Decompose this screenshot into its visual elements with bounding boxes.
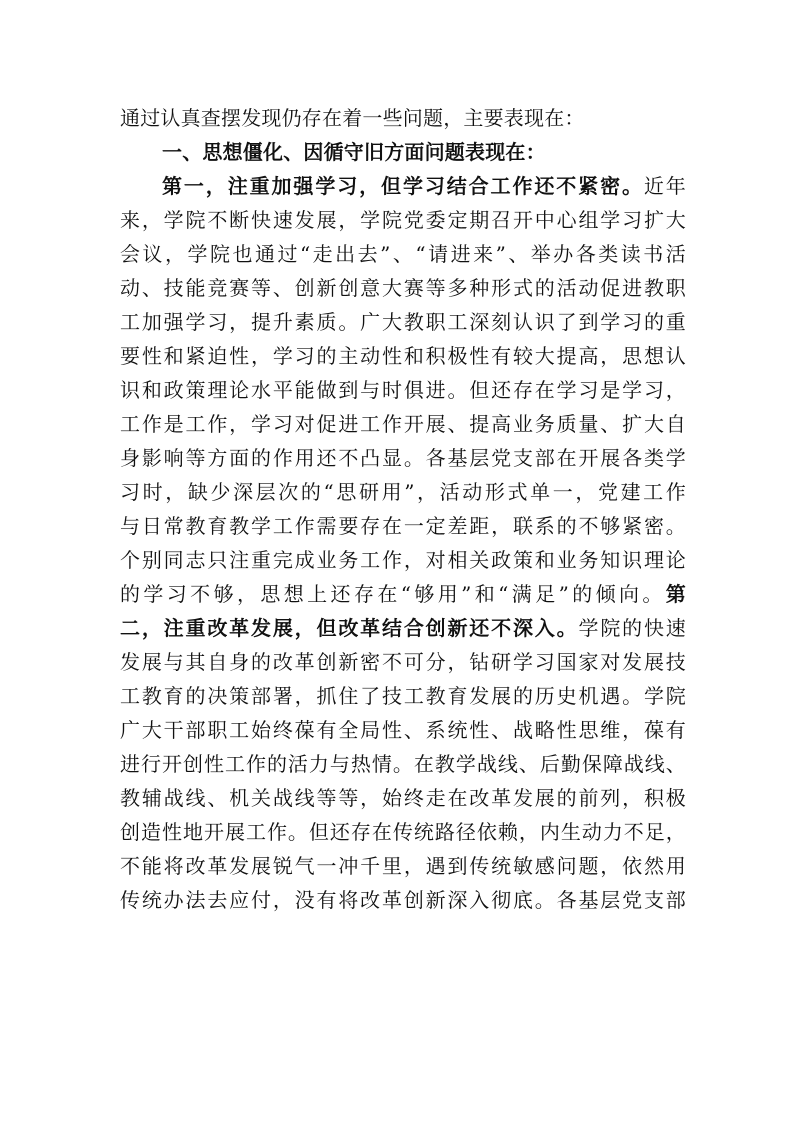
body-line bbox=[120, 305, 686, 339]
line-text: 要性和紧迫性，学习的主动性和积极性有较大提高，思想认 bbox=[120, 344, 686, 368]
body-line bbox=[120, 475, 686, 509]
document-page bbox=[120, 101, 686, 917]
line-text: 工加强学习，提升素质。广大教职工深刻认识了到学习的重 bbox=[120, 310, 686, 334]
line-text: 来，学院不断快速发展，学院党委定期召开中心组学习扩大 bbox=[120, 208, 686, 232]
line-text: 习时，缺少深层次的“思研用”，活动形式单一，党建工作 bbox=[120, 480, 686, 504]
section-heading: 一、思想僵化、因循守旧方面问题表现在： bbox=[162, 140, 546, 164]
body-line bbox=[120, 373, 686, 407]
line-text: 会议，学院也通过“走出去”、“请进来”、举办各类读书活 bbox=[120, 242, 686, 266]
body-line bbox=[120, 203, 686, 237]
intro-line: 通过认真查摆发现仍存在着一些问题，主要表现在： bbox=[120, 106, 585, 130]
body-line bbox=[120, 713, 686, 747]
line-text: 动、技能竞赛等、创新创意大赛等多种形式的活动促进教职 bbox=[120, 276, 686, 300]
line-text: 发展与其自身的改革创新密不可分，钻研学习国家对发展技 bbox=[120, 650, 686, 674]
emphasis-text: 二，注重改革发展，但改革结合创新还不深入。 bbox=[120, 616, 579, 640]
body-line bbox=[120, 883, 686, 917]
line-text: 工作是工作，学习对促进工作开展、提高业务质量、扩大自 bbox=[120, 412, 686, 436]
line-text: 不能将改革发展锐气一冲千里，遇到传统敏感问题，依然用 bbox=[120, 854, 686, 878]
body-line bbox=[120, 441, 686, 475]
line-text: 个别同志只注重完成业务工作，对相关政策和业务知识理论 bbox=[120, 548, 686, 572]
body-line bbox=[120, 407, 686, 441]
body-line bbox=[120, 509, 686, 543]
line-text: 近年 bbox=[643, 174, 686, 198]
body-line bbox=[120, 781, 686, 815]
line-text: 广大干部职工始终葆有全局性、系统性、战略性思维，葆有 bbox=[120, 718, 686, 742]
line-text: 身影响等方面的作用还不凸显。各基层党支部在开展各类学 bbox=[120, 446, 686, 470]
body-line bbox=[120, 543, 686, 577]
line-text: 识和政策理论水平能做到与时俱进。但还存在学习是学习， bbox=[120, 378, 686, 402]
body-line bbox=[120, 237, 686, 271]
line-text: 教辅战线、机关战线等等，始终走在改革发展的前列，积极 bbox=[120, 786, 686, 810]
emphasis-text: 第 bbox=[665, 582, 686, 606]
line-text: 传统办法去应付，没有将改革创新深入彻底。各基层党支部 bbox=[120, 888, 686, 912]
body-line bbox=[120, 747, 686, 781]
body-line bbox=[120, 169, 686, 203]
line-text: 与日常教育教学工作需要存在一定差距，联系的不够紧密。 bbox=[120, 514, 686, 538]
body-line bbox=[120, 271, 686, 305]
body-line bbox=[120, 679, 686, 713]
body-line bbox=[120, 577, 686, 611]
line-text: 进行开创性工作的活力与热情。在教学战线、后勤保障战线、 bbox=[120, 752, 686, 776]
body-line bbox=[120, 849, 686, 883]
line-text: 学院的快速 bbox=[578, 616, 687, 640]
body-line bbox=[120, 339, 686, 373]
body-line bbox=[120, 815, 686, 849]
body-line bbox=[120, 645, 686, 679]
body-line bbox=[120, 611, 686, 645]
line-text: 的学习不够，思想上还存在“够用”和“满足”的倾向。 bbox=[120, 582, 666, 606]
line-text: 创造性地开展工作。但还存在传统路径依赖，内生动力不足， bbox=[120, 820, 686, 844]
emphasis-text: 第一，注重加强学习，但学习结合工作还不紧密。 bbox=[162, 174, 644, 198]
line-text: 工教育的决策部署，抓住了技工教育发展的历史机遇。学院 bbox=[120, 684, 686, 708]
body-paragraph bbox=[120, 169, 686, 917]
